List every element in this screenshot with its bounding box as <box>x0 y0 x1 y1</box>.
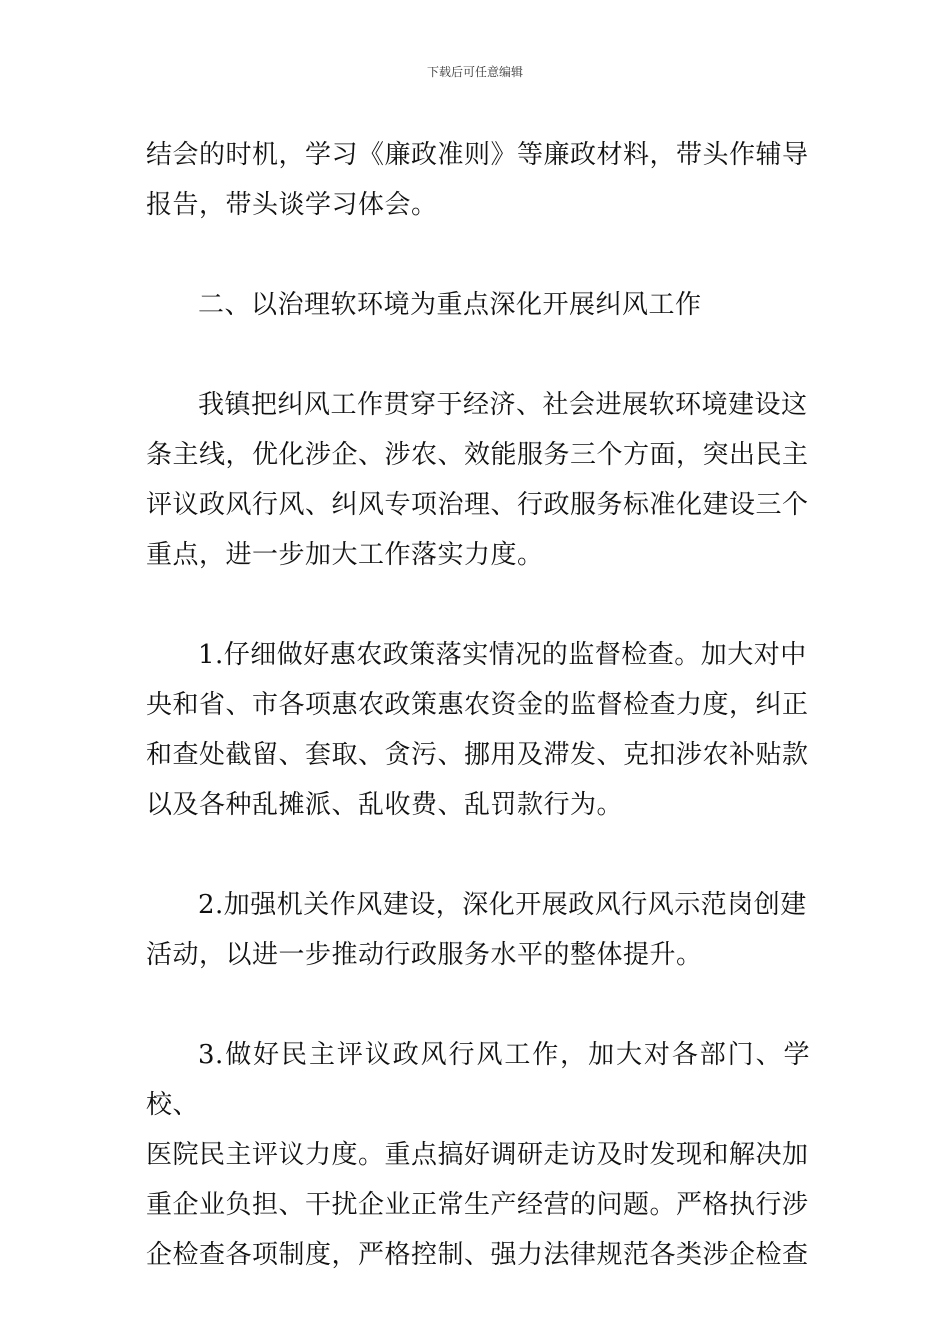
text-line: 我镇把纠风工作贯穿于经济、社会进展软环境建设这 <box>198 390 808 420</box>
text-line: 评议政风行风、纠风专项治理、行政服务标准化建设三个 <box>146 490 809 520</box>
text-line: 1.仔细做好惠农政策落实情况的监督检查。加大对中 <box>198 640 807 670</box>
text-line: 央和省、市各项惠农政策惠农资金的监督检查力度，纠正 <box>146 690 809 720</box>
text-line: 企检查各项制度，严格控制、强力法律规范各类涉企检查 <box>146 1240 809 1270</box>
page-header: 下载后可任意编辑 <box>426 65 523 79</box>
text-line: 条主线，优化涉企、涉农、效能服务三个方面，突出民主 <box>146 440 809 470</box>
list-item-3 <box>146 1030 810 1280</box>
text-line: 重企业负担、干扰企业正常生产经营的问题。严格执行涉 <box>146 1190 809 1220</box>
section-heading <box>146 280 810 330</box>
text-line: 二、以治理软环境为重点深化开展纠风工作 <box>198 290 702 320</box>
list-item-1 <box>146 630 810 830</box>
list-item-2 <box>146 880 810 980</box>
text-line: 以及各种乱摊派、乱收费、乱罚款行为。 <box>146 790 624 820</box>
text-line: 活动，以进一步推动行政服务水平的整体提升。 <box>146 940 703 970</box>
text-line: 2.加强机关作风建设，深化开展政风行风示范岗创建 <box>198 890 807 920</box>
text-line: 医院民主评议力度。重点搞好调研走访及时发现和解决加 <box>146 1140 809 1170</box>
text-line: 重点，进一步加大工作落实力度。 <box>146 540 544 570</box>
text-line: 结会的时机，学习《廉政准则》等廉政材料，带头作辅导 <box>146 140 809 170</box>
text-line: 3.做好民主评议政风行风工作，加大对各部门、学校、 <box>146 1040 810 1120</box>
document-body <box>146 130 810 1280</box>
paragraph-continuation <box>146 130 810 230</box>
text-line: 和查处截留、套取、贪污、挪用及滞发、克扣涉农补贴款 <box>146 740 809 770</box>
text-line: 报告，带头谈学习体会。 <box>146 190 438 220</box>
paragraph-intro <box>146 380 810 580</box>
